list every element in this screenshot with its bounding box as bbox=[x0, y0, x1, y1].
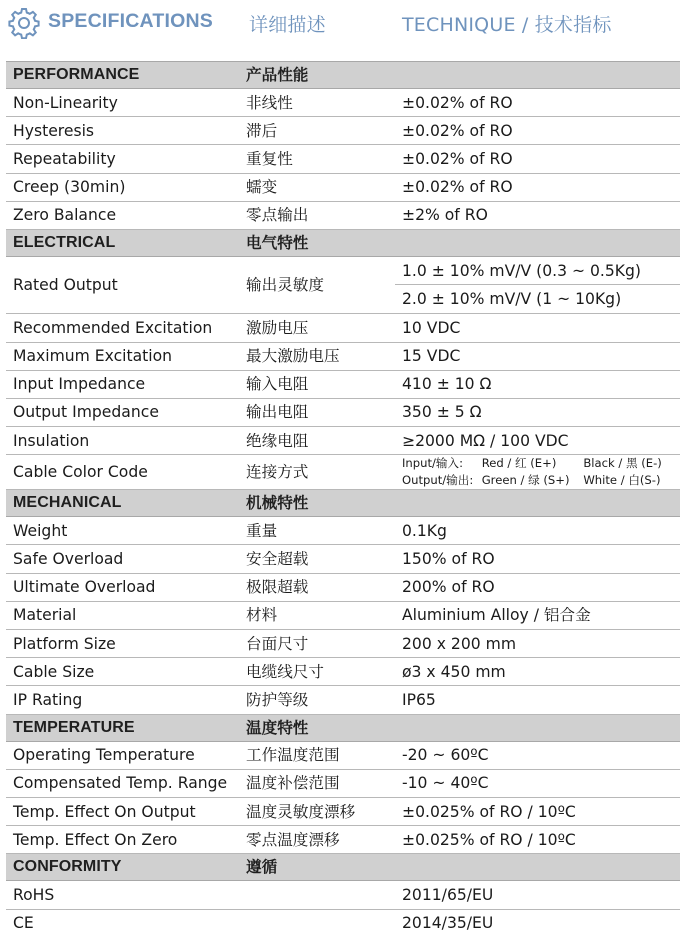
spec-label-cn: 材料 bbox=[239, 601, 395, 629]
section-temperature bbox=[6, 714, 680, 741]
row-material bbox=[6, 601, 680, 629]
spec-label-en: Recommended Excitation bbox=[6, 314, 239, 342]
spec-value: 15 VDC bbox=[395, 342, 680, 370]
row-rohs bbox=[6, 881, 680, 909]
spec-value: 2011/65/EU bbox=[395, 881, 680, 909]
spec-value: Aluminium Alloy / 铝合金 bbox=[395, 601, 680, 629]
row-platform-size bbox=[6, 630, 680, 658]
section-conformity bbox=[6, 854, 680, 881]
spec-label-cn: 极限超载 bbox=[239, 573, 395, 601]
row-non-linearity bbox=[6, 89, 680, 117]
row-insulation bbox=[6, 427, 680, 455]
spec-label-en: Maximum Excitation bbox=[6, 342, 239, 370]
spec-label-cn bbox=[239, 909, 395, 937]
section-title-cn: 电气特性 bbox=[239, 229, 395, 256]
cable-color-value bbox=[395, 455, 680, 490]
spec-label-cn: 输入电阻 bbox=[239, 370, 395, 398]
spec-label-cn: 台面尺寸 bbox=[239, 630, 395, 658]
spec-label-en: Input Impedance bbox=[6, 370, 239, 398]
spec-value: 2014/35/EU bbox=[402, 914, 494, 933]
spec-label-cn: 安全超载 bbox=[239, 545, 395, 573]
spec-value: -10 ~ 40ºC bbox=[395, 769, 680, 797]
spec-value: 1.0 ± 10% mV/V (0.3 ~ 0.5Kg) bbox=[395, 257, 680, 285]
spec-value: ±0.025% of RO / 10ºC bbox=[395, 826, 680, 854]
row-ce bbox=[6, 909, 680, 937]
spec-value: 410 ± 10 Ω bbox=[395, 370, 680, 398]
spec-label-cn: 零点输出 bbox=[239, 201, 395, 229]
spec-value: ±0.025% of RO / 10ºC bbox=[395, 797, 680, 825]
section-mechanical bbox=[6, 490, 680, 517]
spec-label-en: Repeatability bbox=[6, 145, 239, 173]
spec-label-en: Zero Balance bbox=[6, 201, 239, 229]
spec-label-en: Cable Size bbox=[6, 658, 239, 686]
spec-value: ±0.02% of RO bbox=[395, 89, 680, 117]
spec-label-en: Insulation bbox=[6, 427, 239, 455]
spec-value: 200 x 200 mm bbox=[395, 630, 680, 658]
section-title-cn: 遵循 bbox=[239, 854, 395, 881]
row-hysteresis bbox=[6, 117, 680, 145]
section-title-en: TEMPERATURE bbox=[6, 714, 239, 741]
spec-value: 10 VDC bbox=[395, 314, 680, 342]
row-repeatability bbox=[6, 145, 680, 173]
cable-output-negative: White / 白(S-) bbox=[583, 473, 661, 488]
spec-label-en: CE bbox=[13, 914, 34, 933]
spec-value: 350 ± 5 Ω bbox=[395, 398, 680, 426]
section-title-en: PERFORMANCE bbox=[6, 62, 239, 89]
spec-value: ±2% of RO bbox=[395, 201, 680, 229]
spec-label-en: IP Rating bbox=[6, 686, 239, 714]
section-title-en: ELECTRICAL bbox=[6, 229, 239, 256]
spec-label-en: Ultimate Overload bbox=[6, 573, 239, 601]
section-electrical bbox=[6, 229, 680, 256]
spec-value: 2.0 ± 10% mV/V (1 ~ 10Kg) bbox=[402, 290, 622, 309]
section-title-cn: 温度特性 bbox=[239, 714, 395, 741]
spec-value: 200% of RO bbox=[395, 573, 680, 601]
row-input-impedance bbox=[6, 370, 680, 398]
row-creep bbox=[6, 173, 680, 201]
spec-label-cn: 重复性 bbox=[239, 145, 395, 173]
spec-label-en: Creep (30min) bbox=[6, 173, 239, 201]
spec-label-cn: 绝缘电阻 bbox=[239, 427, 395, 455]
row-temp-effect-zero bbox=[6, 826, 680, 854]
row-safe-overload bbox=[6, 545, 680, 573]
section-title-cn: 产品性能 bbox=[239, 62, 395, 89]
spec-value-group bbox=[395, 256, 680, 313]
spec-label-en: Platform Size bbox=[6, 630, 239, 658]
spec-label-cn: 蠕变 bbox=[239, 173, 395, 201]
spec-label-cn: 激励电压 bbox=[239, 314, 395, 342]
spec-table bbox=[6, 61, 680, 937]
row-compensated-temp-range bbox=[6, 769, 680, 797]
spec-label-en: Material bbox=[6, 601, 239, 629]
section-title-en: MECHANICAL bbox=[6, 490, 239, 517]
row-ultimate-overload bbox=[6, 573, 680, 601]
spec-value: ø3 x 450 mm bbox=[395, 658, 680, 686]
spec-label-en: Safe Overload bbox=[6, 545, 239, 573]
spec-label-en: Operating Temperature bbox=[6, 741, 239, 769]
spec-value: ±0.02% of RO bbox=[395, 117, 680, 145]
cable-output-label: Output/输出: bbox=[402, 473, 474, 488]
spec-label-cn: 零点温度漂移 bbox=[239, 826, 395, 854]
spec-label-cn: 电缆线尺寸 bbox=[239, 658, 395, 686]
spec-label-cn: 非线性 bbox=[239, 89, 395, 117]
spec-value: -20 ~ 60ºC bbox=[395, 741, 680, 769]
row-cable-color-code bbox=[6, 455, 680, 490]
cable-output-positive: Green / 绿 (S+) bbox=[481, 473, 570, 488]
row-cable-size bbox=[6, 658, 680, 686]
spec-label-en: Cable Color Code bbox=[6, 455, 239, 490]
spec-value: ±0.02% of RO bbox=[395, 145, 680, 173]
spec-value: 0.1Kg bbox=[395, 517, 680, 545]
row-recommended-excitation bbox=[6, 314, 680, 342]
section-title-cn: 机械特性 bbox=[239, 490, 395, 517]
spec-label-en: Compensated Temp. Range bbox=[6, 769, 239, 797]
spec-label-cn: 滞后 bbox=[239, 117, 395, 145]
spec-label-cn: 重量 bbox=[239, 517, 395, 545]
row-ip-rating bbox=[6, 686, 680, 714]
spec-value: IP65 bbox=[395, 686, 680, 714]
cable-output-line bbox=[402, 472, 673, 489]
spec-label-en: RoHS bbox=[6, 881, 239, 909]
gear-icon bbox=[8, 7, 40, 39]
header-title-en: SPECIFICATIONS bbox=[48, 10, 213, 32]
spec-value: ±0.02% of RO bbox=[395, 173, 680, 201]
cable-input-label: Input/输入: bbox=[402, 456, 464, 471]
spec-value: ≥2000 MΩ / 100 VDC bbox=[395, 427, 680, 455]
spec-label-cn: 温度补偿范围 bbox=[239, 769, 395, 797]
row-zero-balance bbox=[6, 201, 680, 229]
cable-input-line bbox=[402, 455, 673, 472]
spec-label-en: Hysteresis bbox=[6, 117, 239, 145]
row-maximum-excitation bbox=[6, 342, 680, 370]
spec-header bbox=[0, 0, 690, 46]
row-weight bbox=[6, 517, 680, 545]
spec-label-en: Temp. Effect On Zero bbox=[6, 826, 239, 854]
header-title-fr: TECHNIQUE / 技术指标 bbox=[402, 14, 612, 36]
spec-label-cn: 防护等级 bbox=[239, 686, 395, 714]
spec-label-cn: 工作温度范围 bbox=[239, 741, 395, 769]
spec-label-cn: 输出灵敏度 bbox=[239, 256, 395, 313]
spec-label-cn: 温度灵敏度漂移 bbox=[239, 797, 395, 825]
spec-label-en: Non-Linearity bbox=[6, 89, 239, 117]
row-rated-output bbox=[6, 256, 680, 313]
cable-input-negative: Black / 黑 (E-) bbox=[583, 456, 662, 471]
spec-label-cn: 输出电阻 bbox=[239, 398, 395, 426]
spec-label-en: Weight bbox=[6, 517, 239, 545]
row-output-impedance bbox=[6, 398, 680, 426]
spec-label-en: Output Impedance bbox=[6, 398, 239, 426]
spec-value: 150% of RO bbox=[395, 545, 680, 573]
spec-label-en: Temp. Effect On Output bbox=[6, 797, 239, 825]
spec-label-cn bbox=[239, 881, 395, 909]
spec-label-en: Rated Output bbox=[6, 256, 239, 313]
row-operating-temperature bbox=[6, 741, 680, 769]
section-performance bbox=[6, 62, 680, 89]
header-title-cn: 详细描述 bbox=[249, 14, 326, 36]
section-title-en: CONFORMITY bbox=[6, 854, 239, 881]
cable-input-positive: Red / 红 (E+) bbox=[481, 456, 557, 471]
spec-label-cn: 最大激励电压 bbox=[239, 342, 395, 370]
spec-label-cn: 连接方式 bbox=[239, 455, 395, 490]
row-temp-effect-output bbox=[6, 797, 680, 825]
